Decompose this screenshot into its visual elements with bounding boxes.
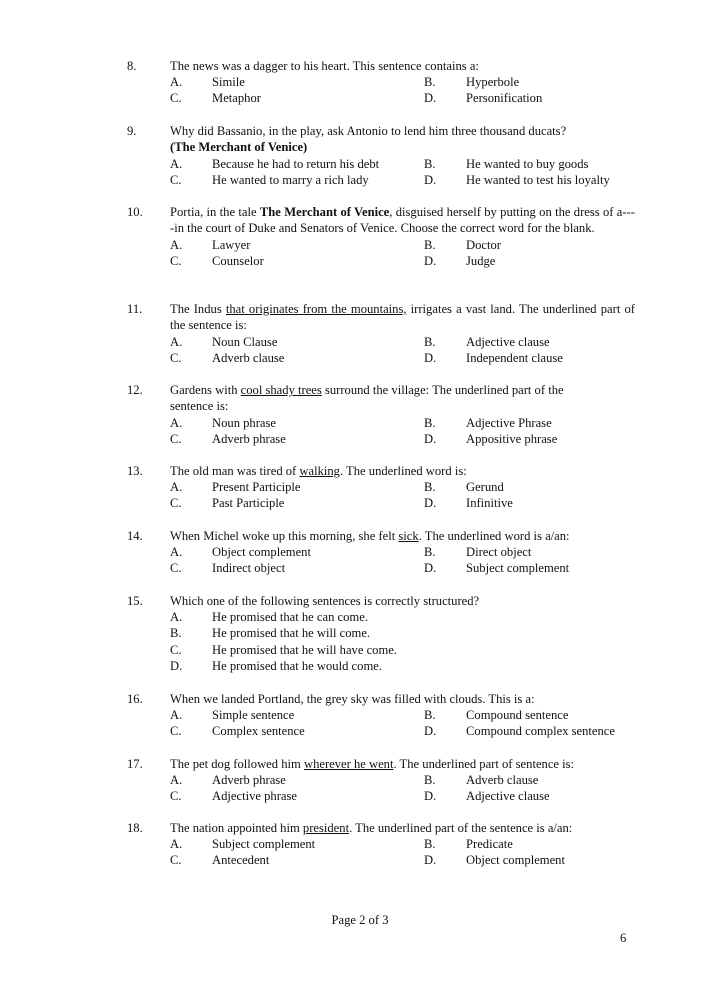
question-stem: When we landed Portland, the grey sky was filled with clouds. This is a: bbox=[170, 692, 535, 706]
question-stem: Which one of the following sentences is correctly structured? bbox=[170, 594, 480, 608]
underlined-text: cool shady trees bbox=[240, 383, 322, 397]
exam-page: 8. The news was a dagger to his heart. This sentence contains a: A. Simile B. Hyperbole C. Metaphor D. Personification 9. Why did Bassanio, in the play, ask Antonio to lend him three thousand ducats? (The Merchant of Venice) A. Because he had to return his debt B. He wanted to buy goods C. He wanted to marry a rich lady D. He wanted to test his loyalty 10. Portia, in the tale The Merchant of Venice, disguised herself by putting on the dress of a----in the court of Duke and Senators of Venice. Choose the correct word for the blank. A. Lawyer B. Doctor C. Counselor D. Judge 11. The Indus that originates from the mountains, irrigates a vast land. The underlined part of the sentence is: A. Noun Clause B. Adjective clause C. Adverb clause D. Independent clause 12. Gardens with cool shady trees surround the village: The underlined part of the sentence is: A. Noun phrase B. Adjective Phrase C. Adverb phrase D. Appositive phrase 13. The old man was tired of walking. The underlined word is: A. Present Participle B. Gerund C. Past Participle D. Infinitive 14. When Michel woke up this morning, she felt sick. The underlined word is a/an: A. Object complement B. Direct object C. Indirect object D. Subject complement 15. Which one of the following sentences is correctly structured? A. He promised that he can come. B. He promised that he will come. C. He promised that he will have come. D. He promised that he would come. 16. When we landed Portland, the grey sky was filled with clouds. This is a: A. Simple sentence B. Compound sentence C. Complex sentence D. Compound complex sentence 17. The pet dog followed him wherever he went. The underlined part of sentence is: A. Adverb phrase B. Adverb clause C. Adjective phrase D. Adjective clause 18. The nation appointed him president. The underlined part of the sentence is a/an: A. Subject complement B. Predicate C. Antecedent D. Object complement Page 2 of 3 6 bbox=[0, 0, 720, 984]
page-number: 6 bbox=[620, 931, 627, 945]
question-number: 10. bbox=[127, 205, 143, 219]
question-stem: Portia, in the tale The Merchant of Venice, disguised herself by putting on the dress of a----in the court of Duke and Senators of Venice. Choose the correct word for the blank. bbox=[170, 205, 635, 236]
question-stem: The news was a dagger to his heart. This sentence contains a: bbox=[170, 59, 479, 73]
question-stem: Gardens with cool shady trees surround the village: The underlined part of the sentence is: bbox=[170, 383, 564, 414]
question-number: 12. bbox=[127, 383, 143, 397]
question-number: 18. bbox=[127, 821, 143, 835]
question-stem: When Michel woke up this morning, she felt sick. The underlined word is a/an: bbox=[170, 529, 570, 543]
question-stem: The nation appointed him president. The underlined part of the sentence is a/an: bbox=[170, 821, 573, 835]
underlined-text: walking bbox=[299, 464, 340, 478]
question-number: 15. bbox=[127, 594, 143, 608]
question-number: 17. bbox=[127, 757, 143, 771]
question-number: 14. bbox=[127, 529, 143, 543]
underlined-text: that originates from the mountains, bbox=[225, 302, 407, 316]
question-number: 9. bbox=[127, 124, 137, 138]
underlined-text: wherever he went bbox=[303, 757, 394, 771]
underlined-text: sick bbox=[398, 529, 419, 543]
page-footer: Page 2 of 3 bbox=[331, 913, 389, 927]
question-number: 13. bbox=[127, 464, 143, 478]
question-number: 16. bbox=[127, 692, 143, 706]
question-stem: The pet dog followed him wherever he went. The underlined part of sentence is: bbox=[170, 757, 575, 771]
question-number: 11. bbox=[127, 302, 143, 316]
underlined-text: president bbox=[302, 821, 350, 835]
question-stem: The old man was tired of walking. The underlined word is: bbox=[170, 464, 467, 478]
question-number: 8. bbox=[127, 59, 137, 73]
question-stem: Why did Bassanio, in the play, ask Antonio to lend him three thousand ducats? (The Merchant of Venice) bbox=[170, 124, 567, 155]
question-stem: The Indus that originates from the mountains, irrigates a vast land. The underlined part of the sentence is: bbox=[170, 302, 635, 333]
